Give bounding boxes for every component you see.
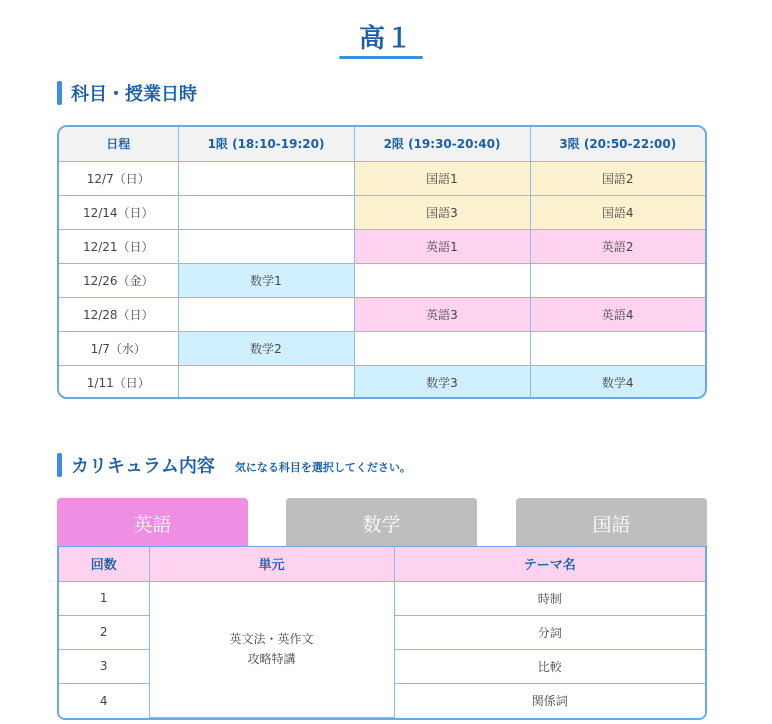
count-cell: 4 [59, 683, 149, 717]
period-cell: 英語4 [530, 297, 705, 331]
header-theme: テーマ名 [394, 547, 705, 581]
curriculum-heading [57, 452, 411, 478]
period-cell: 数学4 [530, 365, 705, 399]
section-bar [57, 81, 62, 105]
curriculum-table [57, 546, 707, 720]
header-period-2: 2限 (19:30-20:40) [354, 127, 530, 161]
period-cell [354, 263, 530, 297]
schedule-heading-label: 科目・授業日時 [71, 84, 197, 105]
period-cell: 国語3 [354, 195, 530, 229]
schedule-table [57, 125, 707, 399]
date-cell: 12/21（日） [59, 229, 178, 263]
table-row [59, 365, 705, 399]
date-cell: 12/14（日） [59, 195, 178, 229]
section-bar [57, 453, 62, 477]
schedule-header-row [59, 127, 705, 161]
period-cell: 数学3 [354, 365, 530, 399]
curriculum-note: 気になる科目を選択してください。 [234, 461, 411, 474]
table-row [59, 263, 705, 297]
header-count: 回数 [59, 547, 149, 581]
period-cell [178, 229, 354, 263]
theme-cell: 分詞 [394, 615, 705, 649]
count-cell: 2 [59, 615, 149, 649]
tab-english[interactable]: 英語 [57, 498, 248, 548]
theme-cell: 関係詞 [394, 683, 705, 717]
period-cell: 国語2 [530, 161, 705, 195]
subject-tabs [57, 498, 707, 548]
period-cell [178, 161, 354, 195]
date-cell: 12/28（日） [59, 297, 178, 331]
header-unit: 単元 [149, 547, 394, 581]
curriculum-heading-label: カリキュラム内容 [71, 456, 215, 477]
header-date: 日程 [59, 127, 178, 161]
period-cell [530, 263, 705, 297]
period-cell: 英語2 [530, 229, 705, 263]
table-row [59, 195, 705, 229]
tab-japanese[interactable]: 国語 [516, 498, 707, 548]
period-cell: 数学2 [178, 331, 354, 365]
period-cell [178, 297, 354, 331]
period-cell: 数学1 [178, 263, 354, 297]
period-cell [530, 331, 705, 365]
schedule-heading [57, 80, 197, 106]
table-row [59, 331, 705, 365]
period-cell [354, 331, 530, 365]
table-row [59, 297, 705, 331]
period-cell [178, 365, 354, 399]
count-cell: 1 [59, 581, 149, 615]
period-cell: 英語3 [354, 297, 530, 331]
date-cell: 12/26（金） [59, 263, 178, 297]
title-underline [339, 56, 423, 59]
unit-line: 攻略特講 [247, 652, 296, 667]
header-period-3: 3限 (20:50-22:00) [530, 127, 705, 161]
unit-cell [149, 581, 394, 717]
tab-math[interactable]: 数学 [286, 498, 477, 548]
theme-cell: 時制 [394, 581, 705, 615]
period-cell: 英語1 [354, 229, 530, 263]
table-row [59, 229, 705, 263]
period-cell: 国語1 [354, 161, 530, 195]
period-cell: 国語4 [530, 195, 705, 229]
unit-line: 英文法・英作文 [229, 632, 314, 647]
date-cell: 1/11（日） [59, 365, 178, 399]
theme-cell: 比較 [394, 649, 705, 683]
page-title: 高１ [358, 24, 413, 54]
date-cell: 1/7（水） [59, 331, 178, 365]
period-cell [178, 195, 354, 229]
date-cell: 12/7（日） [59, 161, 178, 195]
count-cell: 3 [59, 649, 149, 683]
table-row [59, 581, 705, 615]
table-row [59, 161, 705, 195]
header-period-1: 1限 (18:10-19:20) [178, 127, 354, 161]
curriculum-header-row [59, 547, 705, 581]
